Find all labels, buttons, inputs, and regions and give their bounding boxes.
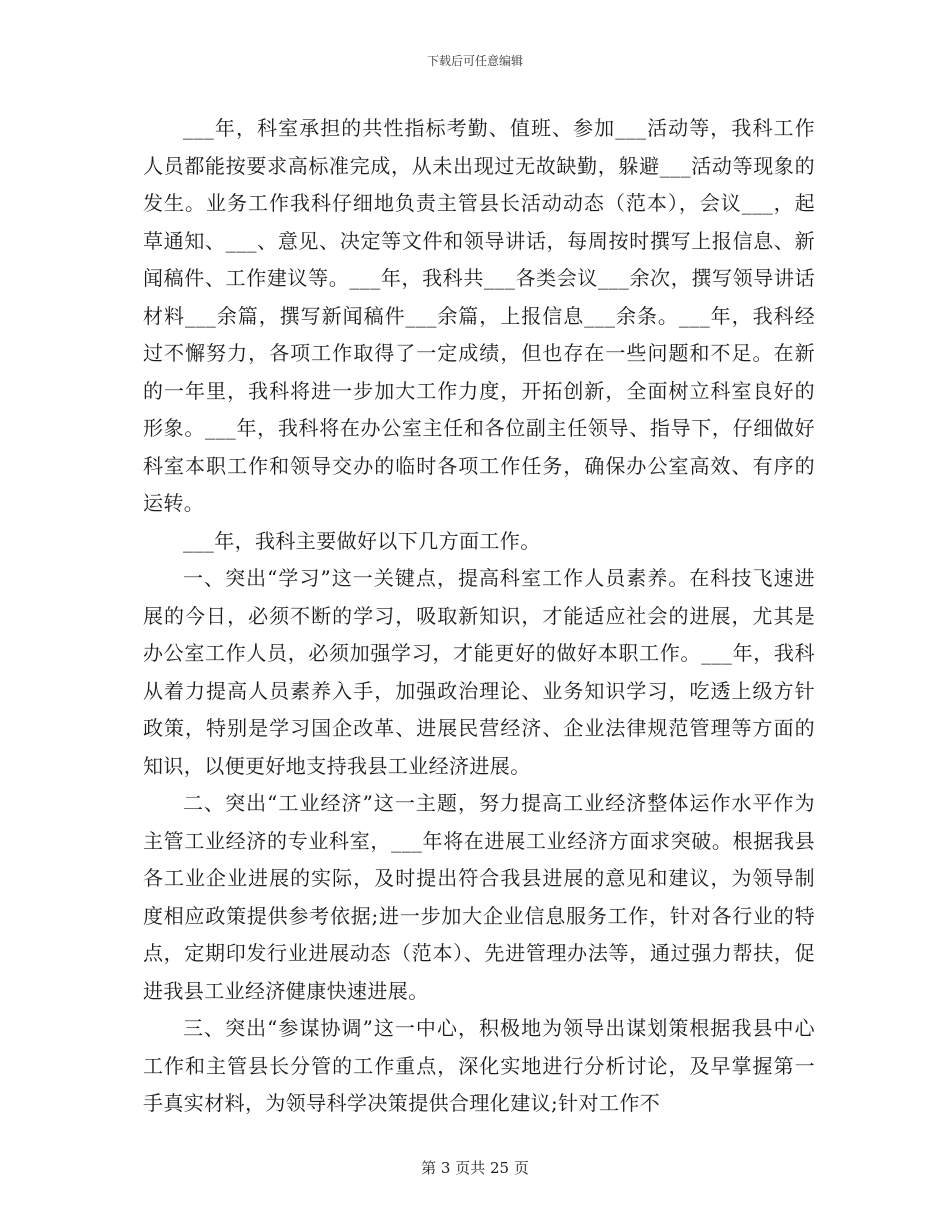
page-footer: 第 3 页共 25 页 [421,1159,529,1177]
paragraph: ___年，科室承担的共性指标考勤、值班、参加___活动等，我科工作人员都能按要求高标准完成，从未出现过无故缺勤，躲避___活动等现象的发生。业务工作我科仔细地负责主管县长活动动态（范本），会议___，起草通知、___、意见、决定等文件和领导讲话，每周按时撰写上报信息、新闻稿件、工作建议等。___年，我科共___各类会议___余次，撰写领导讲话材料___余篇，撰写新闻稿件___余篇，上报信息___余条。___年，我科经过不懈努力，各项工作取得了一定成绩，但也存在一些问题和不足。在新的一年里，我科将进一步加大工作力度，开拓创新，全面树立科室良好的形象。___年，我科将在办公室主任和各位副主任领导、指导下，仔细做好科室本职工作和领导交办的临时各项工作任务，确保办公室高效、有序的运转。 [143,116,815,515]
paragraph: 一、突出“学习”这一关键点，提高科室工作人员素养。在科技飞速进展的今日，必须不断的学习，吸取新知识，才能适应社会的进展，尤其是办公室工作人员，必须加强学习，才能更好的做好本职工作。___年，我科从着力提高人员素养入手，加强政治理论、业务知识学习，吃透上级方针政策，特别是学习国企改革、进展民营经济、企业法律规范管理等方面的知识，以便更好地支持我县工业经济进展。 [143,566,815,778]
paragraph: 三、突出“参谋协调”这一中心，积极地为领导出谋划策根据我县中心工作和主管县长分管的工作重点，深化实地进行分析讨论，及早掌握第一手真实材料，为领导科学决策提供合理化建议;针对工作不 [143,1016,815,1115]
page-header: 下载后可任意编辑 [426,54,523,68]
paragraph: 二、突出“工业经济”这一主题，努力提高工业经济整体运作水平作为主管工业经济的专业科室，___年将在进展工业经济方面求突破。根据我县各工业企业进展的实际，及时提出符合我县进展的意见和建议，为领导制度相应政策提供参考依据;进一步加大企业信息服务工作，针对各行业的特点，定期印发行业进展动态（范本）、先进管理办法等，通过强力帮扶，促进我县工业经济健康快速进展。 [143,791,815,1003]
document-body [143,110,815,1123]
paragraph: ___年，我科主要做好以下几方面工作。 [183,528,541,553]
